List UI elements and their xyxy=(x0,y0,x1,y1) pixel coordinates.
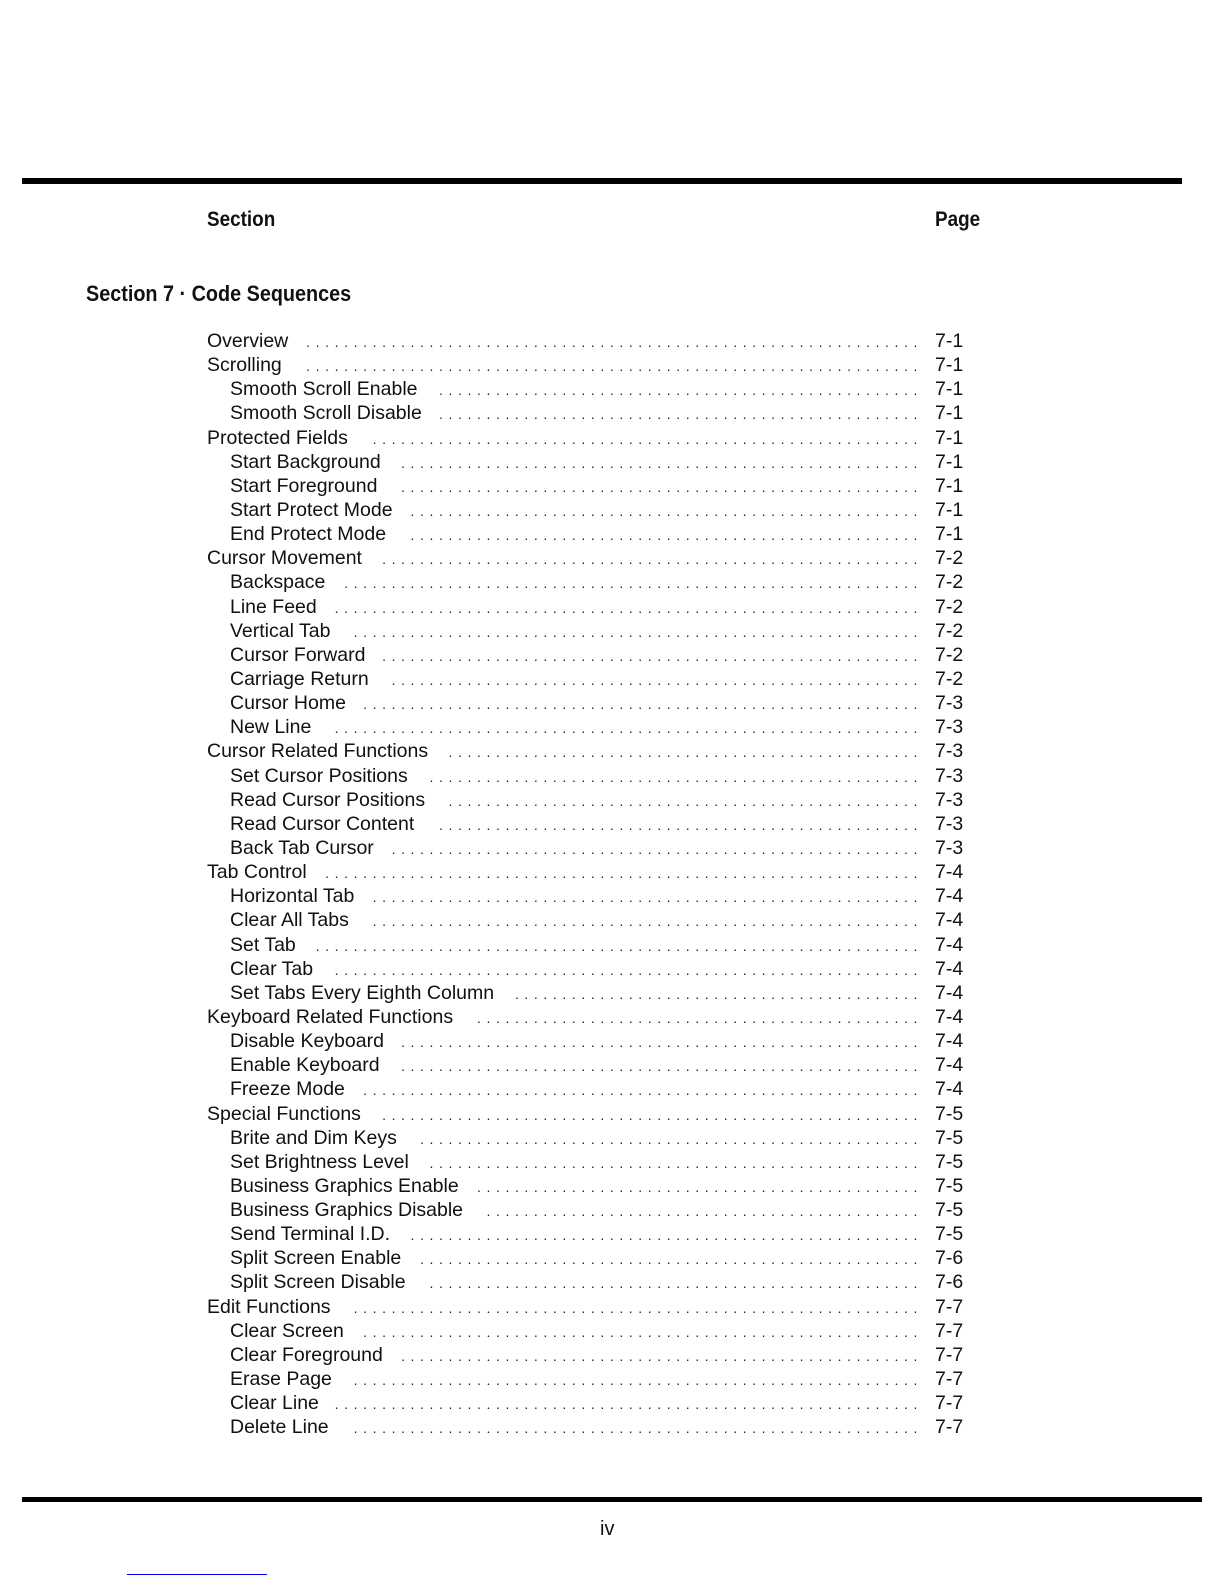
toc-entry-label: Clear Line xyxy=(230,1392,319,1415)
dot-leader: ................................................... xyxy=(439,816,923,833)
toc-entry-page: 7-4 xyxy=(935,1078,964,1101)
dot-leader: ................................................................ xyxy=(315,937,923,954)
dot-leader: ......................................................... xyxy=(382,647,923,664)
toc-entry[interactable] xyxy=(0,401,1225,425)
dot-leader: ................................................... xyxy=(439,382,923,399)
dot-leader: .................................................. xyxy=(448,792,923,809)
toc-entry-line xyxy=(230,1367,923,1392)
dot-leader: ............................................................ xyxy=(353,1372,923,1389)
dot-leader: .............................................................. xyxy=(334,961,923,978)
toc-entry-label: Set Cursor Positions xyxy=(230,764,408,787)
toc-entry-page: 7-7 xyxy=(935,1295,964,1318)
toc-entry-page: 7-5 xyxy=(935,1199,964,1222)
dot-leader: ................................................................. xyxy=(306,334,923,350)
toc-entry-page: 7-6 xyxy=(935,1271,964,1294)
toc-entry-line xyxy=(230,570,923,595)
toc-entry[interactable] xyxy=(0,1343,1225,1367)
dot-leader: ......................................................... xyxy=(382,551,923,568)
toc-entry-label: Erase Page xyxy=(230,1368,332,1391)
toc-entry-label: Special Functions xyxy=(207,1102,361,1125)
toc-entry-label: Clear Screen xyxy=(230,1319,344,1342)
toc-entry-page: 7-4 xyxy=(935,957,964,980)
toc-entry[interactable] xyxy=(0,1077,1225,1101)
toc-entry-page: 7-2 xyxy=(935,619,964,642)
toc-entry[interactable] xyxy=(0,1126,1225,1150)
toc-entry-label: Read Cursor Positions xyxy=(230,788,426,811)
toc-entry-line xyxy=(230,1150,923,1175)
toc-entry-page: 7-5 xyxy=(935,1223,964,1246)
toc-entry-line xyxy=(230,1077,923,1102)
dot-leader: ....................................................... xyxy=(401,1034,923,1051)
toc-entry-line xyxy=(230,1174,923,1199)
dot-leader: ............................................................. xyxy=(344,575,923,592)
toc-entry-label: New Line xyxy=(230,716,312,739)
toc-entry-line xyxy=(230,1319,923,1344)
toc-entry[interactable] xyxy=(0,860,1225,884)
toc-entry[interactable] xyxy=(0,933,1225,957)
dot-leader: ............................................... xyxy=(476,1178,923,1195)
toc-entry-page: 7-1 xyxy=(935,378,964,401)
toc-entry[interactable] xyxy=(0,329,1225,353)
toc-entry-line xyxy=(207,860,923,885)
toc-entry-line xyxy=(230,474,923,499)
dot-leader: ............................................................ xyxy=(353,1299,923,1316)
toc-entry-page: 7-5 xyxy=(935,1102,964,1125)
toc-entry-page: 7-4 xyxy=(935,909,964,932)
dot-leader: ............................................................... xyxy=(325,865,923,882)
toc-entry-line xyxy=(230,1053,923,1078)
toc-entry-label: Set Tab xyxy=(230,933,296,956)
toc-entry-line xyxy=(230,667,923,692)
toc-entry-label: Set Tabs Every Eighth Column xyxy=(230,981,495,1004)
toc-entry-label: Split Screen Disable xyxy=(230,1271,406,1294)
toc-entry-page: 7-1 xyxy=(935,402,964,425)
toc-entry-line xyxy=(207,1005,923,1030)
dot-leader: .............................................. xyxy=(486,1203,923,1220)
toc-entry-label: Business Graphics Disable xyxy=(230,1199,464,1222)
toc-entry-line xyxy=(230,1029,923,1054)
toc-entry-page: 7-3 xyxy=(935,812,964,835)
toc-entry-page: 7-7 xyxy=(935,1319,964,1342)
toc-entry-page: 7-4 xyxy=(935,933,964,956)
toc-entry-line xyxy=(230,957,923,982)
toc-entry-page: 7-1 xyxy=(935,474,964,497)
dot-leader: .......................................................... xyxy=(372,430,923,447)
toc-entry[interactable] xyxy=(0,1005,1225,1029)
toc-entry-page: 7-3 xyxy=(935,692,964,715)
toc-entry[interactable] xyxy=(0,764,1225,788)
toc-entry-page: 7-5 xyxy=(935,1150,964,1173)
dot-leader: ........................................................... xyxy=(363,1082,923,1099)
page-column-header: Page xyxy=(935,208,981,231)
dot-leader: ...................................................... xyxy=(410,502,923,519)
toc-entry-label: Overview xyxy=(207,330,289,352)
toc-entry-page: 7-2 xyxy=(935,595,964,618)
toc-entry-page: 7-7 xyxy=(935,1416,964,1439)
toc-entry-page: 7-1 xyxy=(935,426,964,449)
dot-leader: .................................................... xyxy=(429,1275,923,1292)
toc-entry-label: Line Feed xyxy=(230,595,317,618)
toc-entry-line xyxy=(230,1126,923,1151)
toc-entry-page: 7-4 xyxy=(935,885,964,908)
toc-entry[interactable] xyxy=(0,426,1225,450)
toc-entry-line xyxy=(230,764,923,789)
toc-entry-line xyxy=(230,981,923,1006)
toc-entry-label: Back Tab Cursor xyxy=(230,836,374,859)
toc-entry-page: 7-2 xyxy=(935,571,964,594)
toc-entry-line xyxy=(230,619,923,644)
toc-entry-line xyxy=(230,643,923,668)
toc-entry-label: Backspace xyxy=(230,571,326,594)
toc-entry-line xyxy=(230,884,923,909)
dot-leader: ...................................................... xyxy=(410,1227,923,1244)
toc-entry-label: Cursor Related Functions xyxy=(207,740,429,763)
toc-entry-page: 7-4 xyxy=(935,1030,964,1053)
toc-entry-line xyxy=(230,836,923,861)
toc-entry-page: 7-5 xyxy=(935,1174,964,1197)
toc-entry-label: Vertical Tab xyxy=(230,619,331,642)
toc-entry[interactable] xyxy=(0,1102,1225,1126)
dot-leader: .............................................................. xyxy=(334,720,923,737)
toc-entry-page: 7-2 xyxy=(935,667,964,690)
toc-entry[interactable] xyxy=(0,957,1225,981)
toc-entry-label: Protected Fields xyxy=(207,426,348,449)
toc-entry-line xyxy=(230,450,923,475)
toc-entry-page: 7-1 xyxy=(935,354,964,377)
top-rule xyxy=(22,178,1182,184)
dot-leader: .................................................... xyxy=(429,1154,923,1171)
dot-leader: ....................................................... xyxy=(401,1058,923,1075)
toc-entry-line xyxy=(230,1246,923,1271)
dot-leader: ........................................................ xyxy=(391,671,923,688)
toc-entry[interactable] xyxy=(0,643,1225,667)
toc-entry-line xyxy=(230,691,923,716)
toc-entry-page: 7-1 xyxy=(935,330,964,352)
toc-entry-page: 7-7 xyxy=(935,1392,964,1415)
toc-entry-page: 7-3 xyxy=(935,716,964,739)
toc-entry[interactable] xyxy=(0,1150,1225,1174)
table-of-contents xyxy=(0,329,1225,1439)
toc-entry-page: 7-1 xyxy=(935,450,964,473)
toc-entry-line xyxy=(230,401,923,426)
toc-entry-label: Business Graphics Enable xyxy=(230,1174,459,1197)
toc-entry-line xyxy=(230,1415,923,1440)
toc-entry-page: 7-7 xyxy=(935,1343,964,1366)
toc-entry[interactable] xyxy=(0,1270,1225,1294)
toc-entry-label: Freeze Mode xyxy=(230,1078,345,1101)
toc-entry-line xyxy=(230,377,923,402)
dot-leader: ..................................................... xyxy=(420,1130,923,1147)
toc-entry-page: 7-6 xyxy=(935,1247,964,1270)
toc-entry-label: Start Background xyxy=(230,450,381,473)
toc-entry-page: 7-3 xyxy=(935,764,964,787)
toc-entry-label: Delete Line xyxy=(230,1416,329,1439)
toc-entry-label: Smooth Scroll Enable xyxy=(230,378,418,401)
toc-entry[interactable] xyxy=(0,1391,1225,1415)
toc-entry[interactable] xyxy=(0,788,1225,812)
toc-entry[interactable] xyxy=(0,353,1225,377)
toc-entry-line xyxy=(230,715,923,740)
dot-leader: ................................................... xyxy=(439,406,923,423)
dot-leader: .......................................................... xyxy=(372,913,923,930)
dot-leader: ................................................................. xyxy=(306,358,923,375)
toc-entry-page: 7-4 xyxy=(935,1005,964,1028)
toc-entry[interactable] xyxy=(0,812,1225,836)
toc-entry-label: Set Brightness Level xyxy=(230,1150,409,1173)
toc-entry-line xyxy=(207,546,923,571)
toc-entry-page: 7-3 xyxy=(935,740,964,763)
toc-entry-line xyxy=(207,1295,923,1320)
toc-entry[interactable] xyxy=(0,1295,1225,1319)
dot-leader: ............................................................ xyxy=(353,623,923,640)
toc-entry-label: Cursor Home xyxy=(230,692,346,715)
toc-entry-page: 7-5 xyxy=(935,1126,964,1149)
toc-entry-line xyxy=(230,933,923,958)
toc-entry-line xyxy=(230,812,923,837)
toc-entry[interactable] xyxy=(0,1367,1225,1391)
section-title: Section 7 · Code Sequences xyxy=(86,281,352,306)
toc-entry-line xyxy=(230,1391,923,1416)
toc-entry-page: 7-7 xyxy=(935,1368,964,1391)
toc-entry-label: Clear Foreground xyxy=(230,1343,383,1366)
dot-leader: ........................................................... xyxy=(363,1323,923,1340)
toc-entry-line xyxy=(230,1270,923,1295)
dot-leader: ............................................................ xyxy=(353,1420,923,1437)
toc-entry[interactable] xyxy=(0,1246,1225,1270)
dot-leader: .................................................... xyxy=(429,768,923,785)
dot-leader: .............................................................. xyxy=(334,1396,923,1413)
toc-entry[interactable] xyxy=(0,1198,1225,1222)
toc-entry-line xyxy=(230,595,923,620)
toc-entry-line xyxy=(207,329,923,354)
dot-leader: ....................................................... xyxy=(401,454,923,471)
toc-entry[interactable] xyxy=(0,1222,1225,1246)
toc-entry-label: Read Cursor Content xyxy=(230,812,415,835)
toc-entry-page: 7-1 xyxy=(935,498,964,521)
toc-entry[interactable] xyxy=(0,908,1225,932)
toc-entry[interactable] xyxy=(0,739,1225,763)
toc-entry-label: Enable Keyboard xyxy=(230,1054,380,1077)
dot-leader: ..................................................... xyxy=(420,1251,923,1268)
page-number: iv xyxy=(600,1518,615,1540)
dot-leader: .............................................................. xyxy=(334,599,923,616)
toc-entry-line xyxy=(230,1222,923,1247)
toc-entry[interactable] xyxy=(0,1029,1225,1053)
toc-entry-page: 7-4 xyxy=(935,981,964,1004)
toc-entry[interactable] xyxy=(0,619,1225,643)
toc-entry-label: End Protect Mode xyxy=(230,523,387,546)
toc-entry[interactable] xyxy=(0,595,1225,619)
toc-entry-line xyxy=(230,522,923,547)
toc-entry-label: Edit Functions xyxy=(207,1295,331,1318)
toc-entry-label: Start Protect Mode xyxy=(230,498,393,521)
toc-entry[interactable] xyxy=(0,836,1225,860)
dot-leader: .......................................................... xyxy=(372,889,923,906)
toc-entry-line xyxy=(230,1198,923,1223)
toc-entry-line xyxy=(207,1102,923,1127)
toc-entry[interactable] xyxy=(0,1319,1225,1343)
toc-entry-line xyxy=(230,1343,923,1368)
toc-entry-page: 7-2 xyxy=(935,643,964,666)
toc-entry-label: Disable Keyboard xyxy=(230,1030,384,1053)
toc-entry-page: 7-2 xyxy=(935,547,964,570)
bottom-rule xyxy=(22,1497,1202,1502)
section-column-header: Section xyxy=(207,208,276,231)
toc-entry-page: 7-4 xyxy=(935,1054,964,1077)
toc-entry[interactable] xyxy=(0,498,1225,522)
toc-entry[interactable] xyxy=(0,450,1225,474)
dot-leader: ......................................................... xyxy=(382,1106,923,1123)
toc-entry-label: Split Screen Enable xyxy=(230,1247,402,1270)
toc-entry-label: Cursor Movement xyxy=(207,547,362,570)
toc-entry-label: Scrolling xyxy=(207,354,282,377)
dot-leader: .................................................. xyxy=(448,744,923,761)
toc-entry-label: Keyboard Related Functions xyxy=(207,1005,454,1028)
toc-entry-line xyxy=(207,426,923,451)
dot-leader: ...................................................... xyxy=(410,527,923,544)
toc-entry-line xyxy=(230,788,923,813)
toc-entry[interactable] xyxy=(0,884,1225,908)
toc-entry-label: Carriage Return xyxy=(230,667,369,690)
dot-leader: ........................................................ xyxy=(391,840,923,857)
dot-leader: ........................................................... xyxy=(363,696,923,713)
toc-entry-line xyxy=(230,498,923,523)
toc-entry[interactable] xyxy=(0,570,1225,594)
toc-entry-label: Send Terminal I.D. xyxy=(230,1223,391,1246)
link-underline xyxy=(127,1574,267,1575)
toc-entry[interactable] xyxy=(0,546,1225,570)
dot-leader: ........................................... xyxy=(514,985,923,1002)
toc-entry-label: Tab Control xyxy=(207,861,307,884)
toc-entry-page: 7-1 xyxy=(935,523,964,546)
toc-entry-line xyxy=(207,353,923,378)
toc-entry-page: 7-3 xyxy=(935,836,964,859)
toc-entry-line xyxy=(207,739,923,764)
toc-entry[interactable] xyxy=(0,1053,1225,1077)
toc-entry-line xyxy=(230,908,923,933)
toc-entry[interactable] xyxy=(0,715,1225,739)
toc-entry-label: Horizontal Tab xyxy=(230,885,355,908)
toc-entry-label: Smooth Scroll Disable xyxy=(230,402,422,425)
toc-entry[interactable] xyxy=(0,1415,1225,1439)
toc-entry-label: Brite and Dim Keys xyxy=(230,1126,397,1149)
toc-entry[interactable] xyxy=(0,981,1225,1005)
toc-entry-label: Start Foreground xyxy=(230,474,378,497)
toc-entry[interactable] xyxy=(0,474,1225,498)
toc-entry-label: Clear All Tabs xyxy=(230,909,349,932)
toc-entry[interactable] xyxy=(0,1174,1225,1198)
dot-leader: ............................................... xyxy=(476,1009,923,1026)
toc-entry[interactable] xyxy=(0,691,1225,715)
toc-entry-label: Clear Tab xyxy=(230,957,314,980)
toc-entry[interactable] xyxy=(0,667,1225,691)
dot-leader: ....................................................... xyxy=(401,478,923,495)
toc-entry-label: Cursor Forward xyxy=(230,643,366,666)
toc-entry[interactable] xyxy=(0,522,1225,546)
toc-entry-page: 7-4 xyxy=(935,861,964,884)
dot-leader: ....................................................... xyxy=(401,1347,923,1364)
toc-entry[interactable] xyxy=(0,377,1225,401)
toc-entry-page: 7-3 xyxy=(935,788,964,811)
